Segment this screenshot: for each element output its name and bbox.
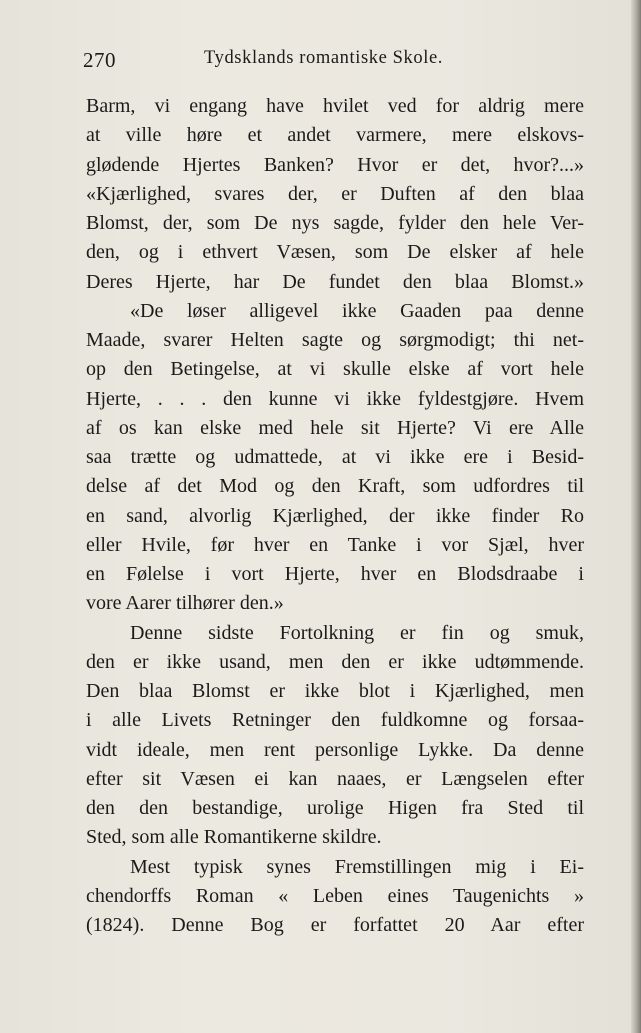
text-line: Maade, svarer Helten sagte og sørgmodigt; thi net- — [86, 329, 584, 351]
text-line: Denne sidste Fortolkning er fin og smuk, — [130, 621, 584, 644]
text-line: saa trætte og udmattede, at vi ikke ere i Besid- — [86, 446, 584, 468]
text-line: den den bestandige, urolige Higen fra Sted til — [86, 797, 584, 819]
body-text — [86, 92, 584, 940]
page-header — [83, 46, 583, 74]
running-head: Tydsklands romantiske Skole. — [204, 48, 444, 68]
page-edge-shadow — [631, 0, 641, 1033]
text-line: delse af det Mod og den Kraft, som udfordres til — [86, 475, 584, 498]
text-line: den, og i ethvert Væsen, som De elsker af hele — [86, 241, 584, 264]
text-line: eller Hvile, før hver en Tanke i vor Sjæl, hver — [86, 533, 584, 556]
text-line: «De løser alligevel ikke Gaaden paa denne — [130, 299, 584, 322]
text-line: Barm, vi engang have hvilet ved for aldrig mere — [86, 95, 584, 117]
text-line: en sand, alvorlig Kjærlighed, der ikke finder Ro — [86, 504, 584, 527]
text-line: glødende Hjertes Banken? Hvor er det, hvor?...» — [86, 153, 584, 176]
text-line: chendorffs Roman « Leben eines Taugenichts » — [86, 884, 584, 907]
text-line: op den Betingelse, at vi skulle elske af vort hele — [86, 358, 584, 381]
text-line: Deres Hjerte, har De fundet den blaa Blomst.» — [86, 270, 584, 293]
text-line: Den blaa Blomst er ikke blot i Kjærlighed, men — [86, 680, 584, 702]
text-line: Mest typisk synes Fremstillingen mig i Ei- — [130, 855, 584, 878]
text-line: af os kan elske med hele sit Hjerte? Vi ere Alle — [86, 416, 584, 439]
text-line: i alle Livets Retninger den fuldkomne og forsaa- — [86, 709, 584, 732]
text-line: at ville høre et andet varmere, mere elskovs- — [86, 124, 584, 147]
text-line: vore Aarer tilhører den.» — [86, 592, 284, 615]
text-line: den er ikke usand, men den er ikke udtømmende. — [86, 650, 584, 673]
text-line: «Kjærlighed, svares der, er Duften af den blaa — [86, 182, 584, 205]
text-line: Sted, som alle Romantikerne skildre. — [86, 826, 382, 849]
page-number: 270 — [83, 48, 116, 72]
text-line: vidt ideale, men rent personlige Lykke. Da denne — [86, 738, 584, 761]
text-line: efter sit Væsen ei kan naaes, er Længselen efter — [86, 767, 584, 790]
text-line: Hjerte, . . . den kunne vi ikke fyldestgjøre. Hvem — [86, 387, 584, 410]
text-line: en Følelse i vort Hjerte, hver en Blodsdraabe i — [86, 563, 584, 585]
text-line: Blomst, der, som De nys sagde, fylder den hele Ver- — [86, 212, 584, 234]
text-line: (1824). Denne Bog er forfattet 20 Aar efter — [86, 914, 584, 936]
